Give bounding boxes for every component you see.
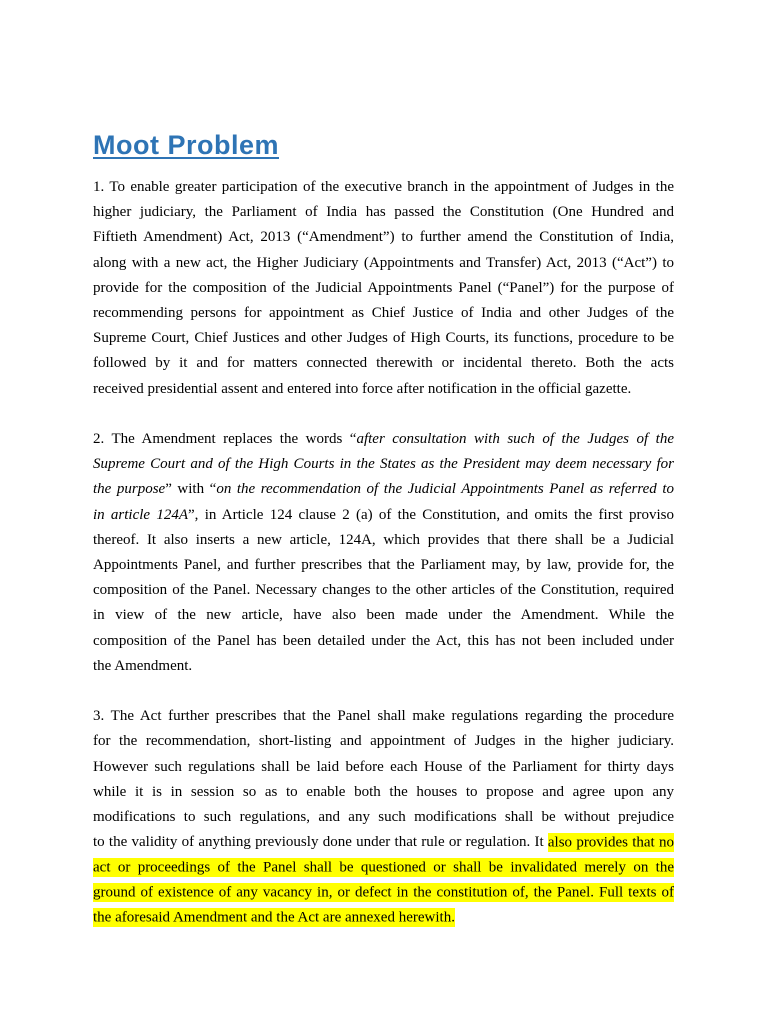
paragraph-line [93, 477, 674, 502]
text-run: higher judiciary, the Parliament of India has passed the Constitution (One Hundred and [93, 204, 674, 221]
italic-text-run: in article 124A [93, 506, 189, 523]
text-run: composition of the Panel has been detailed under the Act, this has not been included under [93, 632, 674, 649]
italic-text-run: after consultation with such of the Judges of the [356, 431, 675, 448]
document-body [93, 175, 674, 956]
paragraph-line [93, 578, 674, 603]
paragraph-line [93, 225, 674, 250]
text-run: 3. The Act further prescribes that the Panel shall make regulations regarding the procedure [93, 708, 674, 725]
text-run: 1. To enable greater participation of the executive branch in the appointment of Judges in the [93, 179, 674, 195]
text-run: modifications to such regulations, and any such modifications shall be without prejudice [93, 809, 674, 826]
paragraph-line [93, 503, 674, 528]
paragraph-line [93, 528, 674, 553]
paragraph-line [93, 654, 674, 679]
paragraph-line [93, 780, 674, 805]
paragraph-line [93, 855, 674, 880]
paragraph-3 [93, 704, 674, 931]
paragraph-line [93, 175, 674, 200]
paragraph-line [93, 805, 674, 830]
text-run: followed by it and for matters connected therewith or incidental thereto. Both the acts [93, 355, 674, 372]
italic-text-run: the purpose [93, 481, 166, 498]
text-run: received presidential assent and entered into force after notification in the official gazette. [93, 380, 632, 397]
text-run: in view of the new article, have also been made under the Amendment. While the [93, 607, 674, 624]
text-run: to the validity of anything previously done under that rule or regulation. It [93, 834, 548, 851]
paragraph-line [93, 830, 674, 855]
paragraph-line [93, 629, 674, 654]
paragraph-line [93, 200, 674, 225]
text-run: thereof. It also inserts a new article, 124A, which provides that there shall be a Judicial [93, 531, 674, 548]
paragraph-line [93, 881, 674, 906]
paragraph-2 [93, 427, 674, 679]
paragraph-line [93, 326, 674, 351]
italic-text-run: on the recommendation of the Judicial Appointments Panel as referred to [216, 481, 674, 498]
paragraph-line [93, 251, 674, 276]
highlighted-text-run: the aforesaid Amendment and the Act are annexed herewith. [93, 909, 455, 926]
text-run: Appointments Panel, and further prescribes that the Parliament may, by law, provide for, the [93, 557, 674, 574]
text-run: provide for the composition of the Judicial Appointments Panel (“Panel”) for the purpose of [93, 279, 674, 296]
text-run: along with a new act, the Higher Judiciary (Appointments and Transfer) Act, 2013 (“Act”) to [93, 254, 674, 271]
text-run: Fiftieth Amendment) Act, 2013 (“Amendment”) to further amend the Constitution of India, [93, 229, 674, 246]
paragraph-line [93, 301, 674, 326]
italic-text-run: Supreme Court and of the High Courts in the States as the President may deem necessary for [93, 456, 674, 473]
text-run: the Amendment. [93, 657, 193, 674]
highlighted-text-run: act or proceedings of the Panel shall be questioned or shall be invalidated merely on the [93, 859, 674, 876]
text-run: for the recommendation, short-listing and appointment of Judges in the higher judiciary. [93, 733, 674, 750]
paragraph-line [93, 755, 674, 780]
paragraph-line [93, 603, 674, 628]
text-run: while it is in session so as to enable both the houses to propose and agree upon any [93, 783, 674, 800]
paragraph-1 [93, 175, 674, 402]
text-run: Supreme Court, Chief Justices and other Judges of High Courts, its functions, procedure to be [93, 330, 674, 347]
paragraph-line [93, 377, 674, 402]
paragraph-line [93, 351, 674, 376]
text-run: composition of the Panel. Necessary changes to the other articles of the Constitution, required [93, 582, 674, 599]
paragraph-line [93, 276, 674, 301]
paragraph-line [93, 729, 674, 754]
text-run: 2. The Amendment replaces the words “ [93, 431, 357, 448]
paragraph-line [93, 452, 674, 477]
text-run: ”, in Article 124 clause 2 (a) of the Constitution, and omits the first proviso [188, 506, 674, 523]
highlighted-text-run: also provides that no [547, 834, 674, 851]
text-run: ” with “ [165, 481, 217, 498]
paragraph-line [93, 427, 674, 452]
highlighted-text-run: ground of existence of any vacancy in, or defect in the constitution of, the Panel. Full texts of [93, 884, 674, 901]
text-run: recommending persons for appointment as Chief Justice of India and other Judges of the [93, 305, 674, 322]
paragraph-line [93, 906, 674, 931]
paragraph-line [93, 553, 674, 578]
document-title: Moot Problem [93, 130, 279, 160]
paragraph-line [93, 704, 674, 729]
text-run: However such regulations shall be laid before each House of the Parliament for thirty days [93, 758, 674, 775]
